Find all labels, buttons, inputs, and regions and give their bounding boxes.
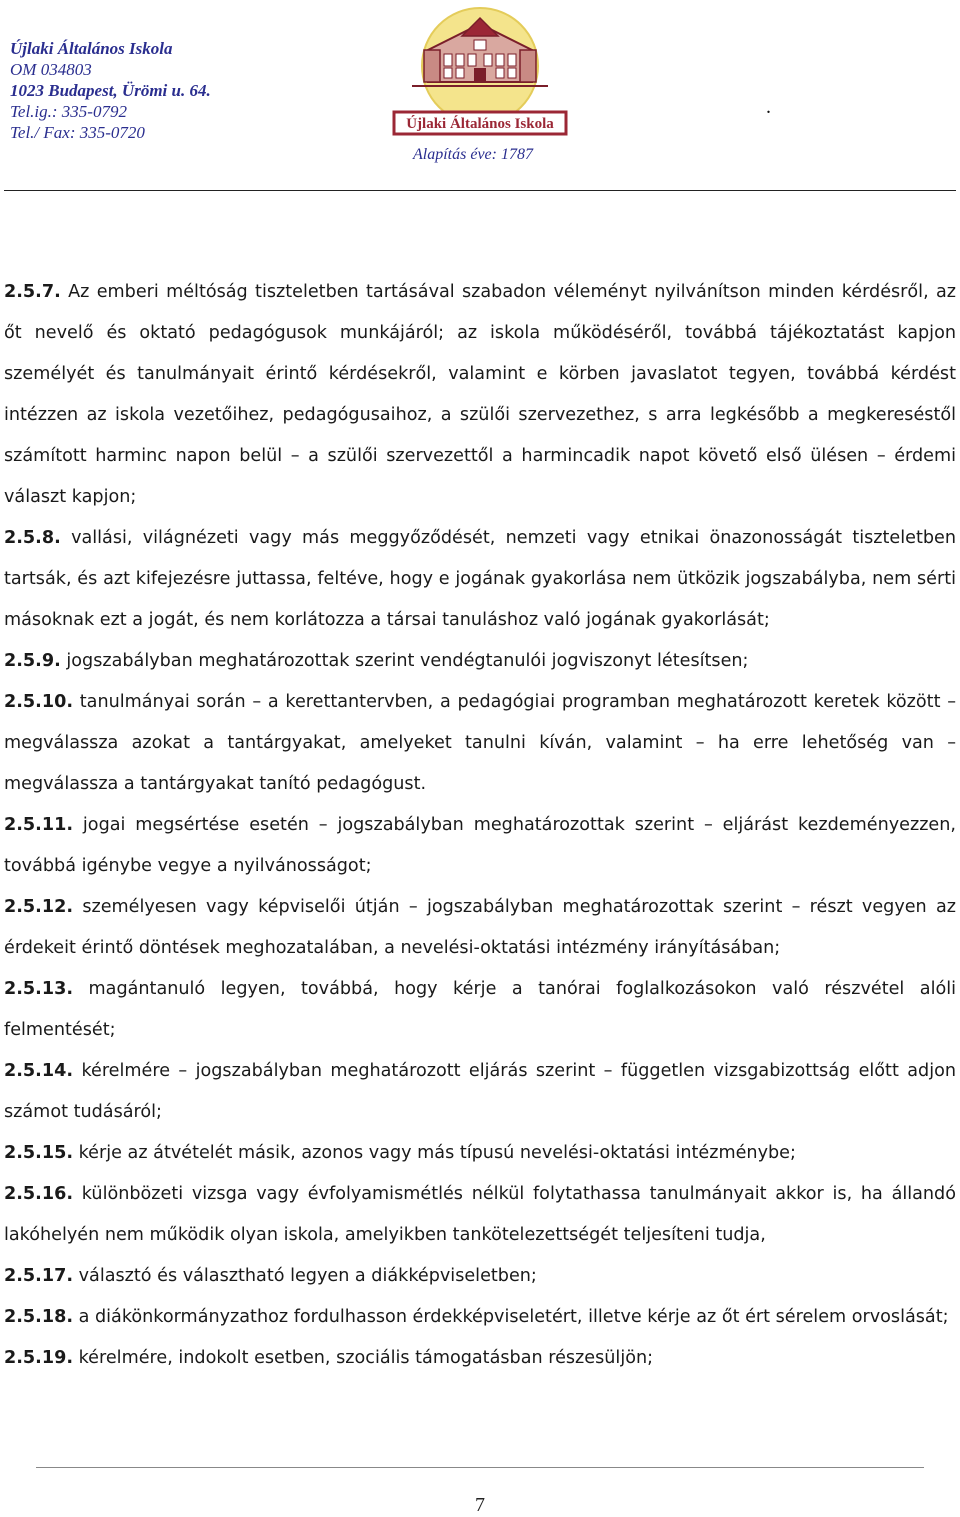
item-text: jogai megsértése esetén – jogszabályban meghatározottak szerint – eljárást kezdeményezzen, továbbá igénybe vegye a nyilvánosságot; (4, 815, 956, 876)
school-info (10, 38, 250, 143)
list-item (4, 805, 956, 887)
header-divider (4, 190, 956, 191)
list-item (4, 887, 956, 969)
item-text: Az emberi méltóság tiszteletben tartásával szabadon véleményt nyilvánítson minden kérdésről, az őt nevelő és oktató pedagógusok munkájáról; az iskola működéséről, továbbá tájékoztatást kapjon személyét és tanulmányait érintő kérdésekről, valamint e körben javaslatot tegyen, továbbá kérdést intézzen az iskola vezetőihez, pedagógusaihoz, a szülői szervezethez, s arra legkésőbb a megkereséstől számított harminc napon belül – a szülői szervezettől a harmincadik napot követő első ülésen – érdemi választ kapjon; (4, 282, 957, 507)
list-item (4, 682, 956, 805)
item-text: kérelmére – jogszabályban meghatározott eljárás szerint – független vizsgabizottság előtt adjon számot tudásáról; (4, 1061, 957, 1122)
item-text: tanulmányai során – a kerettantervben, a pedagógiai programban meghatározott keretek között – megválassza azokat a tantárgyakat, amelyeket tanulni kíván, valamint – ha erre lehetőség van – megválassza a tantárgyakat tanító pedagógust. (4, 692, 956, 794)
item-number: 2.5.14. (4, 1061, 74, 1081)
list-item (4, 272, 956, 518)
list-item (4, 1051, 956, 1133)
logo-text: Újlaki Általános Iskola (406, 116, 554, 132)
header-dot: . (766, 96, 771, 118)
school-logo (388, 4, 572, 136)
item-text: személyesen vagy képviselői útján – jogszabályban meghatározottak szerint – részt vegyen az érdekeit érintő döntések meghozatalában, a nevelési-oktatási intézmény irányításában; (4, 897, 956, 958)
item-number: 2.5.19. (4, 1348, 74, 1368)
item-text: kérje az átvételét másik, azonos vagy más típusú nevelési-oktatási intézménybe; (78, 1143, 796, 1163)
school-name: Újlaki Általános Iskola (10, 39, 173, 58)
item-number: 2.5.10. (4, 692, 74, 712)
item-text: választó és választható legyen a diákképviseletben; (78, 1266, 537, 1286)
list-item (4, 1133, 956, 1174)
list-item (4, 1297, 956, 1338)
list-item (4, 1256, 956, 1297)
item-number: 2.5.13. (4, 979, 74, 999)
list-item (4, 641, 956, 682)
page-number: 7 (475, 1494, 485, 1516)
item-number: 2.5.9. (4, 651, 61, 671)
item-number: 2.5.8. (4, 528, 61, 548)
school-address: 1023 Budapest, Ürömi u. 64. (10, 81, 211, 100)
list-item (4, 518, 956, 641)
item-text: a diákönkormányzathoz fordulhasson érdekképviseletért, illetve kérje az őt ért sérelem orvoslását; (78, 1307, 949, 1327)
founded-year: Alapítás éve: 1787 (413, 146, 533, 163)
item-text: kérelmére, indokolt esetben, szociális támogatásban részesüljön; (78, 1348, 654, 1368)
item-number: 2.5.16. (4, 1184, 74, 1204)
item-text: jogszabályban meghatározottak szerint vendégtanulói jogviszonyt létesítsen; (66, 651, 749, 671)
item-number: 2.5.17. (4, 1266, 74, 1286)
school-fax: Tel./ Fax: 335-0720 (10, 123, 145, 142)
letterhead (0, 0, 960, 200)
item-number: 2.5.7. (4, 282, 61, 302)
list-item (4, 1174, 956, 1256)
item-number: 2.5.18. (4, 1307, 74, 1327)
school-om: OM 034803 (10, 60, 92, 79)
item-text: magántanuló legyen, továbbá, hogy kérje a tanórai foglalkozásokon való részvétel alóli felmentését; (4, 979, 957, 1040)
item-number: 2.5.12. (4, 897, 74, 917)
item-text: különbözeti vizsga vagy évfolyamismétlés nélkül folytathassa tanulmányait akkor is, ha állandó lakóhelyén nem működik olyan iskola, amelyikben tankötelezettségét teljesíteni tudja, (4, 1184, 956, 1245)
item-number: 2.5.11. (4, 815, 74, 835)
list-item (4, 1338, 956, 1379)
item-text: vallási, világnézeti vagy más meggyőződését, nemzeti vagy etnikai önazonosságát tiszteletben tartsák, és azt kifejezésre juttassa, feltéve, hogy e jogának gyakorlása nem ütközik jogszabályba, nem sérti másoknak ezt a jogát, és nem korlátozza a társai tanuláshoz való jogának gyakorlását; (4, 528, 956, 630)
footer-divider (36, 1467, 924, 1468)
student-rights-list (4, 272, 956, 1379)
school-phone: Tel.ig.: 335-0792 (10, 102, 127, 121)
list-item (4, 969, 956, 1051)
item-number: 2.5.15. (4, 1143, 74, 1163)
